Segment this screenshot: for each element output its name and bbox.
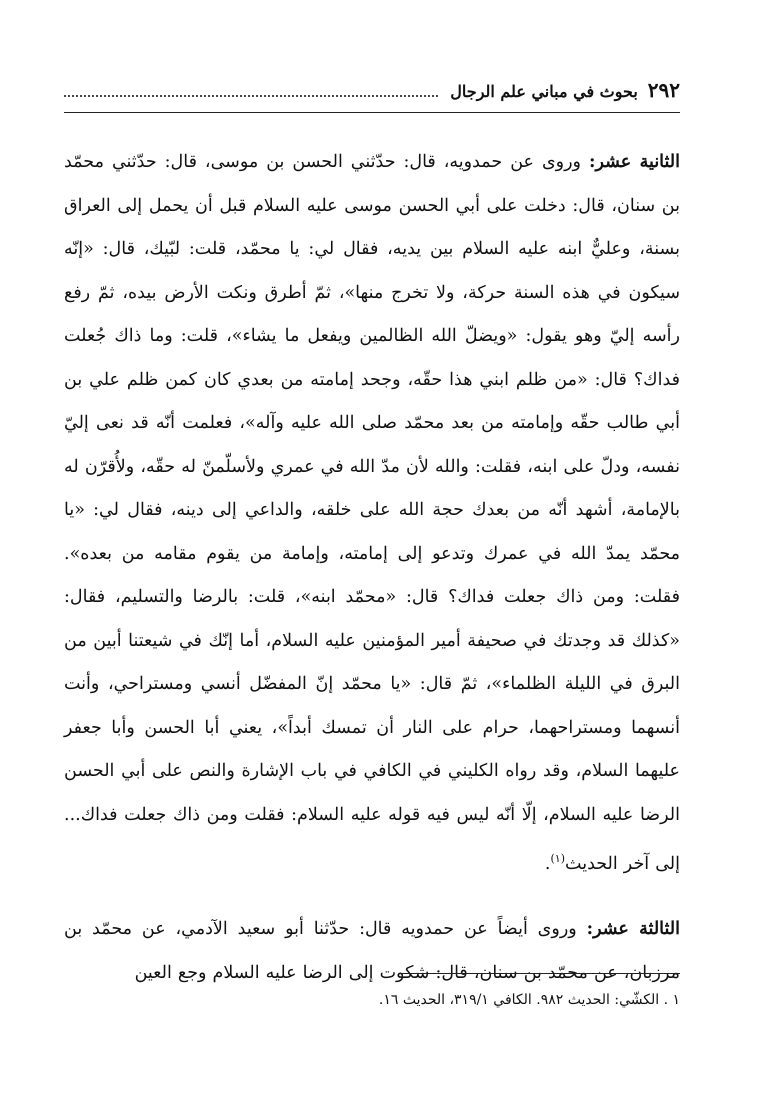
paragraph-twelfth: الثانية عشر: وروى عن حمدويه، قال: حدّثني الحسن بن موسى، قال: حدّثني محمّد بن سنان، قال: دخلت على أبي الحسن موسى عليه السلام قبل أن يحمل إلى العراق بسنة، وعليٌّ ابنه عليه السلام بين يديه، فقال لي: يا محمّد، قلت: لبّيك، قال: «إنّه سيكون في هذه السنة حركة، ولا تخرج منها»، ثمّ أطرق ونكت الأرض بيده، ثمّ رفع رأسه إليّ وهو يقول: «ويضلّ الله الظالمين ويفعل ما يشاء»، قلت: وما ذاك جُعلت فداك؟ قال: «من ظلم ابني هذا حقّه، وجحد إمامته من بعدي كان كمن ظلم علي بن أبي طالب حقّه وإمامته من بعد محمّد صلى الله عليه وآله»، فعلمت أنّه قد نعى إليّ نفسه، ودلّ على ابنه، فقلت: والله لأن مدّ الله في عمري ولأسلّمنّ له حقّه، ولأُقرّن له بالإمامة، أشهد أنّه من بعدك حجة الله على خلقه، والداعي إلى دينه، فقال لي: «يا محمّد يمدّ الله في عمرك وتدعو إلى إمامته، وإمامة من يقوم مقامه من بعده». فقلت: ومن ذاك جعلت فداك؟ قال: «محمّد ابنه»، قلت: بالرضا والتسليم، فقال: «كذلك قد وجدتك في صحيفة أمير المؤمنين عليه السلام، أما إنّك في شيعتنا أبين من البرق في الليلة الظلماء»، ثمّ قال: «يا محمّد إنّ المفضّل أنسي ومستراحي، وأنت أنسهما ومستراحهما، حرام على النار أن تمسك أبداً»، يعني أبا الحسن وأبا جعفر عليهما السلام، وقد رواه الكليني في الكافي في باب الإشارة والنص على أبي الحسن الرضا عليه السلام، إلّا أنّه ليس فيه قوله عليه السلام: فقلت ومن ذاك جعلت فداك... إلى آخر الحديث$^{(١)}$. bbox=[64, 152, 680, 874]
paragraph-thirteenth bbox=[64, 908, 680, 995]
footnote-marker[interactable]: (١) bbox=[550, 852, 566, 865]
header-dot-leader bbox=[64, 95, 438, 97]
running-title: بحوث في مباني علم الرجال bbox=[450, 82, 638, 101]
body-text bbox=[64, 141, 680, 995]
page-header bbox=[64, 78, 680, 113]
book-page bbox=[64, 78, 680, 1078]
footnote-separator bbox=[400, 973, 680, 974]
paragraph-text: وروى عن حمدويه، قال: حدّثني الحسن بن موسى، قال: حدّثني محمّد بن سنان، قال: دخلت على أبي الحسن موسى عليه السلام قبل أن يحمل إلى العراق بسنة، وعليٌّ ابنه عليه السلام بين يديه، فقال لي: يا محمّد، قلت: لبّيك، قال: «إنّه سيكون في هذه السنة حركة، ولا تخرج منها»، ثمّ أطرق ونكت الأرض بيده، ثمّ رفع رأسه إليّ وهو يقول: «ويضلّ الله الظالمين ويفعل ما يشاء»، قلت: وما ذاك جُعلت فداك؟ قال: «من ظلم ابني هذا حقّه، وجحد إمامته من بعدي كان كمن ظلم علي بن أبي طالب حقّه وإمامته من بعد محمّد صلى الله عليه وآله»، فعلمت أنّه قد نعى إليّ نفسه، ودلّ على ابنه، فقلت: والله لأن مدّ الله في عمري ولأسلّمنّ له حقّه، ولأُقرّن له بالإمامة، أشهد أنّه من بعدك حجة الله على خلقه، والداعي إلى دينه، فقال لي: «يا محمّد يمدّ الله في عمرك وتدعو إلى إمامته، وإمامة من يقوم مقامه من بعده». فقلت: ومن ذاك جعلت فداك؟ قال: «محمّد ابنه»، قلت: بالرضا والتسليم، فقال: «كذلك قد وجدتك في صحيفة أمير المؤمنين عليه السلام، أما إنّك في شيعتنا أبين من البرق في الليلة الظلماء»، ثمّ قال: «يا محمّد إنّ المفضّل أنسي ومستراحي، وأنت أنسهما ومستراحهما، حرام على النار أن تمسك أبداً»، يعني أبا الحسن وأبا جعفر عليهما السلام، وقد رواه الكليني في الكافي في باب الإشارة والنص على أبي الحسن الرضا عليه السلام، إلّا أنّه ليس فيه قوله عليه السلام: فقلت ومن ذاك جعلت فداك... إلى آخر الحديث bbox=[64, 152, 680, 874]
footnote: ١ . الكشّي: الحديث ٩٨٢. الكافي ٣١٩/١، الحديث ١٦. bbox=[378, 992, 680, 1008]
paragraph-text: وروى أيضاً عن حمدويه قال: حدّثنا أبو سعيد الآدمي، عن محمّد بن مرزبان، عن محمّد بن سنان، قال: شكوت إلى الرضا عليه السلام وجع العين bbox=[64, 919, 680, 983]
paragraph-lead: الثالثة عشر: bbox=[586, 919, 680, 940]
paragraph-lead: الثانية عشر: bbox=[588, 152, 680, 172]
page-number: ٢٩٢ bbox=[647, 78, 680, 102]
